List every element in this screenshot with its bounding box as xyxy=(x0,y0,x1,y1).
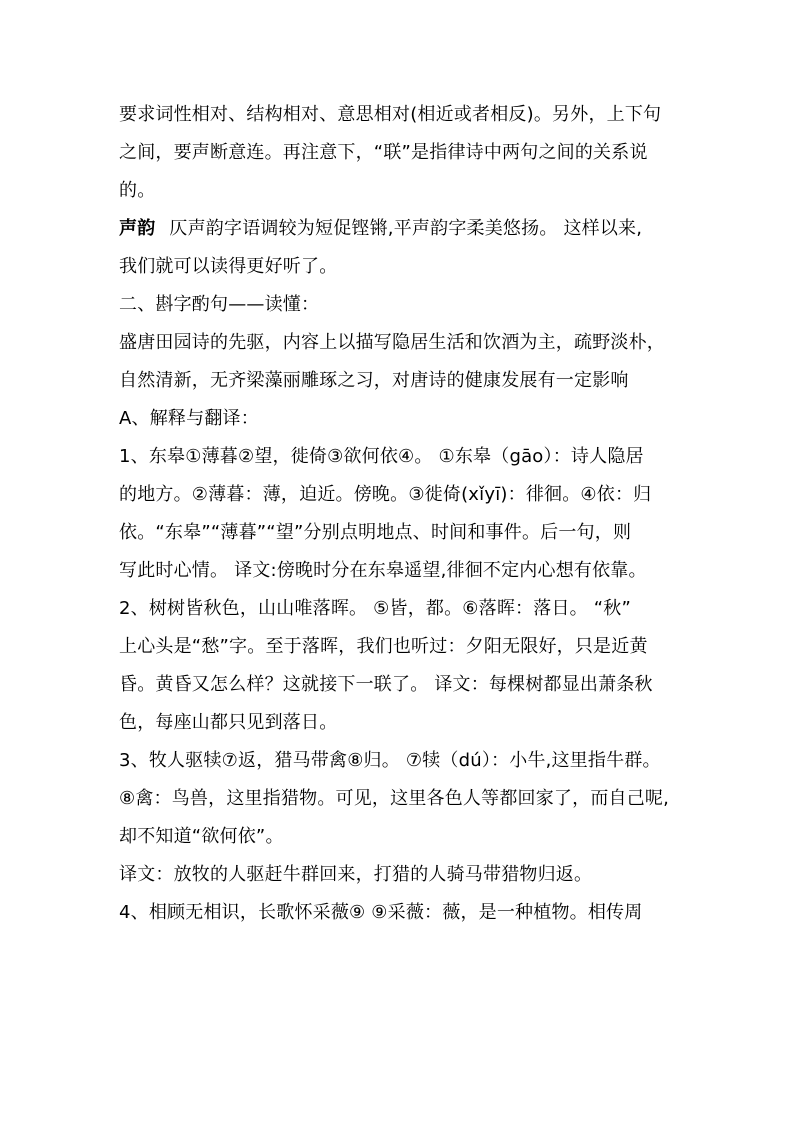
text-line-3: 的。 xyxy=(119,180,156,201)
text-line-11: 的地方。②薄暮：薄，迫近。傍晚。③徙倚(xǐyī)：徘徊。④依：归 xyxy=(119,484,652,505)
text-line-19: ⑧禽：鸟兽，这里指猎物。可见，这里各色人等都回家了，而自己呢, xyxy=(119,788,670,809)
text-line-18: 3、牧人驱犊⑦返，猎马带禽⑧归。 ⑦犊（dú）：小牛,这里指牛群。 xyxy=(119,750,661,771)
text-line-4 xyxy=(119,210,699,248)
text-line-16: 昏。黄昏又怎么样？这就接下一联了。 译文：每棵树都显出萧条秋 xyxy=(119,674,653,695)
term-description: 仄声韵字语调较为短促铿锵,平声韵字柔美悠扬。 这样以来, xyxy=(169,218,643,239)
text-line-21: 译文：放牧的人驱赶牛群回来，打猎的人骑马带猎物归返。 xyxy=(119,864,593,885)
subsection-heading: A、解释与翻译： xyxy=(119,408,259,429)
text-line-14: 2、树树皆秋色，山山唯落晖。 ⑤皆，都。⑥落晖：落日。 “秋” xyxy=(119,598,632,619)
text-line-7: 盛唐田园诗的先驱，内容上以描写隐居生活和饮酒为主，疏野淡朴， xyxy=(119,332,665,353)
text-line-20: 却不知道“欲何依”。 xyxy=(119,826,284,847)
section-heading: 二、斟字酌句——读懂： xyxy=(119,294,320,315)
document-body xyxy=(119,96,699,932)
text-line-1: 要求词性相对、结构相对、意思相对(相近或者相反)。另外，上下句 xyxy=(119,104,662,125)
text-line-22: 4、相顾无相识，长歌怀采薇⑨ ⑨采薇：薇，是一种植物。相传周 xyxy=(119,902,643,923)
text-line-17: 色，每座山都只见到落日。 xyxy=(119,712,338,733)
text-line-13: 写此时心情。 译文:傍晚时分在东皋遥望,徘徊不定内心想有依靠。 xyxy=(119,560,647,581)
text-line-5: 我们就可以读得更好听了。 xyxy=(119,256,338,277)
text-line-2: 之间，要声断意连。再注意下，“联”是指律诗中两句之间的关系说 xyxy=(119,142,648,163)
term-label: 声韵 xyxy=(119,218,156,239)
text-line-8: 自然清新，无齐梁藻丽雕琢之习，对唐诗的健康发展有一定影响 xyxy=(119,370,629,391)
text-line-10: 1、东皋①薄暮②望，徙倚③欲何依④。 ①东皋（gāo）：诗人隐居 xyxy=(119,446,644,467)
text-line-12: 依。“东皋”“薄暮”“望”分别点明地点、时间和事件。后一句，则 xyxy=(119,522,632,543)
text-line-15: 上心头是“愁”字。至于落晖，我们也听过：夕阳无限好，只是近黄 xyxy=(119,636,648,657)
